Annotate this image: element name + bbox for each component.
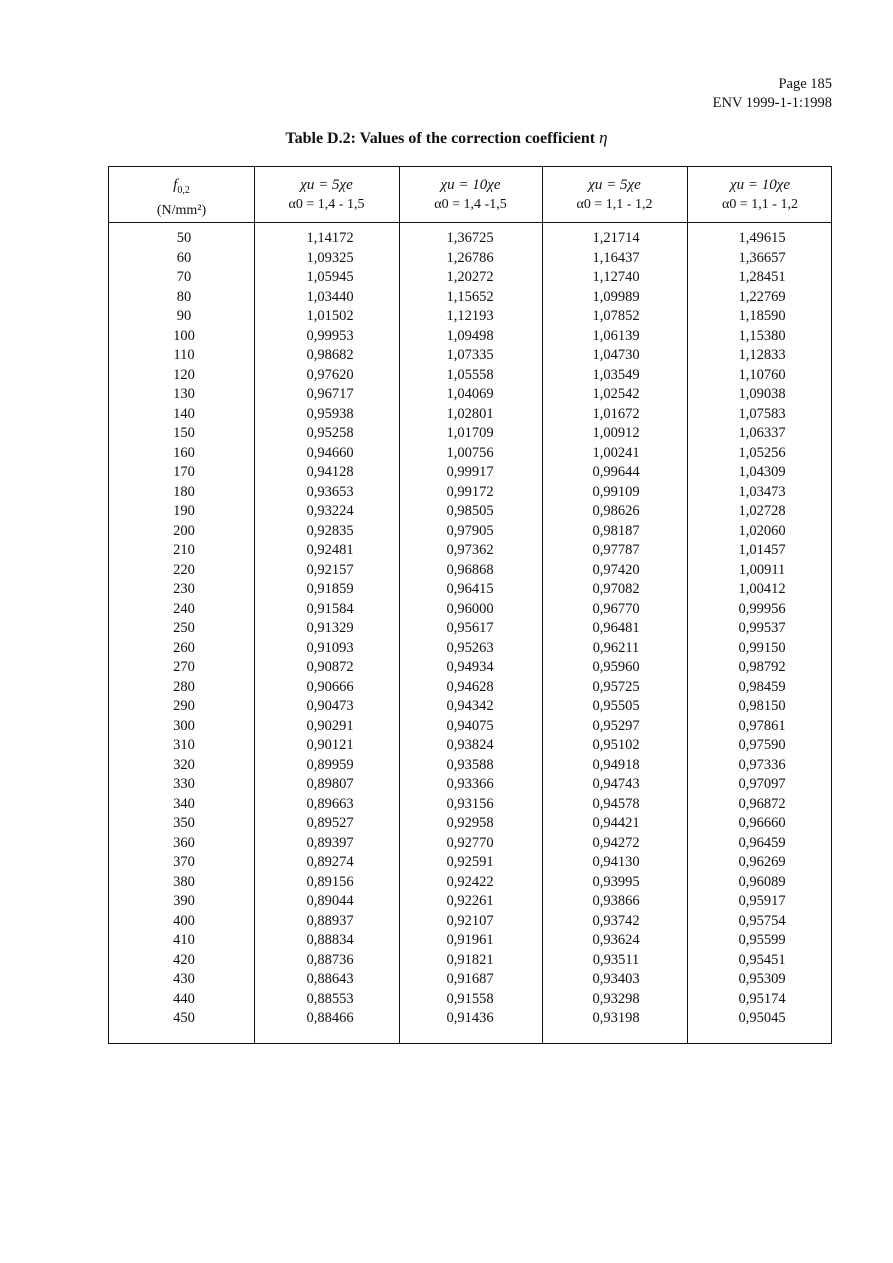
- table-cell: 330: [173, 776, 195, 792]
- table-cell: 0,93824: [446, 737, 494, 753]
- table-cell: 0,97787: [592, 542, 640, 558]
- table-cell: 1,05945: [306, 269, 354, 285]
- table-cell: 0,97861: [738, 717, 786, 734]
- table-cell: 200: [173, 522, 195, 539]
- table-cell: 190: [173, 503, 195, 519]
- table-cell: 0,90121: [306, 737, 354, 753]
- table-cell: 1,02542: [592, 386, 640, 402]
- table-cell: 210: [173, 542, 195, 558]
- table-cell: 0,96415: [446, 581, 494, 597]
- table-caption: [0, 128, 893, 148]
- table-cell: 0,91687: [446, 971, 494, 987]
- table-cell: 1,36657: [738, 249, 786, 266]
- table-cell: 1,03440: [306, 288, 354, 305]
- header-ratio: χu = 10χe: [440, 177, 501, 193]
- table-cell: 1,01672: [592, 405, 640, 422]
- header-col-5-14: [254, 175, 399, 215]
- table-cell: 0,96089: [738, 873, 786, 890]
- table-cell: 1,01457: [738, 542, 786, 558]
- table-cell: 0,95297: [592, 717, 640, 734]
- table-cell: 1,04730: [592, 347, 640, 363]
- table-cell: 0,99172: [446, 483, 494, 500]
- table-cell: 0,93403: [592, 971, 640, 987]
- table-cell: 0,99917: [446, 464, 494, 480]
- table-cell: 240: [173, 600, 195, 617]
- table-cell: 0,95917: [738, 893, 786, 909]
- table-cell: 0,97336: [738, 756, 786, 773]
- table-cell: 0,89274: [306, 854, 354, 870]
- table-cell: 0,91961: [446, 932, 494, 948]
- table-cell: 0,96000: [446, 600, 494, 617]
- table-cell: 1,20272: [446, 269, 494, 285]
- table-cell: 440: [173, 990, 195, 1007]
- table-cell: 1,28451: [738, 269, 786, 285]
- caption-symbol: η: [599, 128, 608, 147]
- page-number: Page 185: [778, 76, 832, 92]
- table-cell: 0,97097: [738, 776, 786, 792]
- table-cell: 1,02060: [738, 522, 786, 539]
- table-cell: 0,95505: [592, 698, 640, 714]
- table-cell: 0,92958: [446, 815, 494, 831]
- table-cell: 0,88466: [306, 1010, 354, 1026]
- table-cell: 0,95617: [446, 620, 494, 636]
- table-cell: 0,95102: [592, 737, 640, 753]
- table-cell: 50: [176, 230, 192, 246]
- table-cell: 0,89663: [306, 795, 354, 812]
- table-cell: 0,88643: [306, 971, 354, 987]
- table-cell: 0,94128: [306, 464, 354, 480]
- table-cell: 0,95263: [446, 639, 494, 656]
- header-alpha: α0 = 1,1 - 1,2: [722, 197, 798, 212]
- table-cell: 70: [176, 269, 192, 285]
- table-cell: 0,93995: [592, 873, 640, 890]
- table-cell: 0,97590: [738, 737, 786, 753]
- table-cell: 220: [173, 561, 195, 578]
- table-cell: 1,07852: [592, 308, 640, 324]
- table-cell: 1,14172: [306, 230, 354, 246]
- table-cell: 0,89397: [306, 834, 354, 851]
- table-cell: 1,02728: [738, 503, 786, 519]
- table-cell: 0,92107: [446, 912, 494, 929]
- table-cell: 0,95599: [738, 932, 786, 948]
- table-cell: 0,93588: [446, 756, 494, 773]
- table-cell: 1,16437: [592, 249, 640, 266]
- table-cell: 90: [176, 308, 192, 324]
- table-cell: 1,06337: [738, 425, 786, 441]
- table-cell: 0,95938: [306, 405, 354, 422]
- table-cell: 0,93866: [592, 893, 640, 909]
- table-cell: 350: [173, 815, 195, 831]
- header-col-5-11: [542, 175, 687, 215]
- table-cell: 0,91821: [446, 951, 494, 968]
- table-cell: 0,99537: [738, 620, 786, 636]
- header-ratio: χu = 5χe: [300, 177, 353, 193]
- table-cell: 0,94743: [592, 776, 640, 792]
- table-cell: 0,96868: [446, 561, 494, 578]
- column-5-11: [561, 229, 671, 1029]
- table-cell: 180: [173, 483, 195, 500]
- table-cell: 290: [173, 698, 195, 714]
- table-cell: 120: [173, 366, 195, 383]
- table-cell: 390: [173, 893, 195, 909]
- table-cell: 0,98505: [446, 503, 494, 519]
- table-cell: 0,99150: [738, 639, 786, 656]
- table-cell: 0,92422: [446, 873, 494, 890]
- table-cell: 1,06139: [592, 327, 640, 344]
- column-5-14: [275, 229, 385, 1029]
- table-cell: 0,90666: [306, 678, 354, 695]
- table-cell: 0,97362: [446, 542, 494, 558]
- table-cell: 430: [173, 971, 195, 987]
- table-cell: 0,94421: [592, 815, 640, 831]
- table-cell: 340: [173, 795, 195, 812]
- table-cell: 0,91558: [446, 990, 494, 1007]
- table-cell: 0,91584: [306, 600, 354, 617]
- table-cell: 1,01709: [446, 425, 494, 441]
- table-cell: 0,91093: [306, 639, 354, 656]
- table-cell: 0,95960: [592, 659, 640, 675]
- table-cell: 1,09989: [592, 288, 640, 305]
- table-cell: 0,99953: [306, 327, 354, 344]
- table-cell: 0,94660: [306, 444, 354, 461]
- column-divider: [542, 167, 543, 1043]
- table-cell: 0,89959: [306, 756, 354, 773]
- table-cell: 1,12193: [446, 308, 494, 324]
- table-cell: 0,98792: [738, 659, 786, 675]
- table-cell: 1,05256: [738, 444, 786, 461]
- table-cell: 1,07335: [446, 347, 494, 363]
- table-cell: 1,09325: [306, 249, 354, 266]
- table-cell: 0,99109: [592, 483, 640, 500]
- table-cell: 0,92261: [446, 893, 494, 909]
- table-cell: 260: [173, 639, 195, 656]
- table-cell: 0,97082: [592, 581, 640, 597]
- table-cell: 400: [173, 912, 195, 929]
- table-cell: 360: [173, 834, 195, 851]
- table-cell: 1,18590: [738, 308, 786, 324]
- table-cell: 0,96717: [306, 386, 354, 402]
- table-cell: 1,00241: [592, 444, 640, 461]
- table-cell: 1,07583: [738, 405, 786, 422]
- table-cell: 310: [173, 737, 195, 753]
- table-cell: 450: [173, 1010, 195, 1026]
- header-ratio: χu = 10χe: [730, 177, 790, 193]
- table-cell: 0,96872: [738, 795, 786, 812]
- f-subscript: 0,2: [177, 185, 190, 196]
- table-cell: 0,94130: [592, 854, 640, 870]
- table-cell: 410: [173, 932, 195, 948]
- table-cell: 1,49615: [738, 230, 786, 246]
- column-f02: [139, 229, 229, 1029]
- table-cell: 250: [173, 620, 195, 636]
- table-cell: 0,98187: [592, 522, 640, 539]
- table-cell: 0,89527: [306, 815, 354, 831]
- header-f02: [109, 175, 254, 221]
- table-cell: 0,90872: [306, 659, 354, 675]
- table-cell: 1,03473: [738, 483, 786, 500]
- table-cell: 0,94075: [446, 717, 494, 734]
- table-cell: 0,93156: [446, 795, 494, 812]
- header-col-10-14: [399, 175, 542, 215]
- header-ratio: χu = 5χe: [588, 177, 641, 193]
- table-cell: 110: [173, 347, 195, 363]
- table-cell: 1,10760: [738, 366, 786, 383]
- header-alpha: α0 = 1,1 - 1,2: [576, 197, 653, 212]
- table-cell: 1,04069: [446, 386, 494, 402]
- table-cell: 150: [173, 425, 195, 441]
- header-col-10-11: [687, 175, 833, 215]
- table-cell: 1,26786: [446, 249, 494, 266]
- table-cell: 0,98626: [592, 503, 640, 519]
- table-cell: 0,92591: [446, 854, 494, 870]
- table-cell: 1,09038: [738, 386, 786, 402]
- table-cell: 0,98682: [306, 347, 354, 363]
- table-cell: 0,92157: [306, 561, 354, 578]
- table-cell: 0,95754: [738, 912, 786, 929]
- table-cell: 0,88553: [306, 990, 354, 1007]
- table-cell: 0,97905: [446, 522, 494, 539]
- table-cell: 1,00412: [738, 581, 786, 597]
- table-cell: 0,95258: [306, 425, 354, 441]
- table-cell: 0,92770: [446, 834, 494, 851]
- table-cell: 1,09498: [446, 327, 494, 344]
- table-cell: 100: [173, 327, 195, 344]
- header-alpha: α0 = 1,4 - 1,5: [288, 197, 365, 212]
- header-divider: [109, 222, 831, 223]
- table-cell: 300: [173, 717, 195, 734]
- table-cell: 0,89156: [306, 873, 354, 890]
- table-cell: 0,94934: [446, 659, 494, 675]
- table-cell: 0,91329: [306, 620, 354, 636]
- table-cell: 0,94918: [592, 756, 640, 773]
- table-cell: 60: [176, 249, 192, 266]
- table-cell: 0,94628: [446, 678, 494, 695]
- table-cell: 0,89807: [306, 776, 354, 792]
- table-cell: 270: [173, 659, 195, 675]
- table-cell: 140: [173, 405, 195, 422]
- table-cell: 420: [173, 951, 195, 968]
- table-cell: 0,89044: [306, 893, 354, 909]
- table-cell: 0,96459: [738, 834, 786, 851]
- table-cell: 230: [173, 581, 195, 597]
- table-cell: 1,12833: [738, 347, 786, 363]
- table-cell: 0,91859: [306, 581, 354, 597]
- table-cell: 1,00912: [592, 425, 640, 441]
- table-cell: 1,04309: [738, 464, 786, 480]
- unit-label: (N/mm²): [156, 203, 207, 218]
- table-cell: 0,97420: [592, 561, 640, 578]
- table-cell: 0,98150: [738, 698, 786, 714]
- table-cell: 1,03549: [592, 366, 640, 383]
- column-divider: [687, 167, 688, 1043]
- table-cell: 0,93511: [592, 951, 640, 968]
- table-cell: 0,93624: [592, 932, 640, 948]
- table-cell: 1,15380: [738, 327, 786, 344]
- table-cell: 0,95451: [738, 951, 786, 968]
- table-cell: 0,99956: [738, 600, 786, 617]
- table-cell: 0,95725: [592, 678, 640, 695]
- table-cell: 0,94342: [446, 698, 494, 714]
- table-cell: 0,99644: [592, 464, 640, 480]
- table-cell: 380: [173, 873, 195, 890]
- table-cell: 80: [176, 288, 192, 305]
- column-10-11: [707, 229, 817, 1029]
- table-cell: 1,00911: [738, 561, 786, 578]
- table-cell: 170: [173, 464, 195, 480]
- table-cell: 0,97620: [306, 366, 354, 383]
- column-divider: [254, 167, 255, 1043]
- table-cell: 130: [173, 386, 195, 402]
- table-cell: 0,96269: [738, 854, 786, 870]
- table-cell: 0,88834: [306, 932, 354, 948]
- table-cell: 0,92835: [306, 522, 354, 539]
- table-cell: 1,21714: [592, 230, 640, 246]
- table-cell: 1,12740: [592, 269, 640, 285]
- table-cell: 0,95174: [738, 990, 786, 1007]
- table-cell: 0,96211: [592, 639, 640, 656]
- table-cell: 0,95045: [738, 1010, 786, 1026]
- table-cell: 320: [173, 756, 195, 773]
- table-cell: 160: [173, 444, 195, 461]
- table-cell: 0,93298: [592, 990, 640, 1007]
- column-10-14: [415, 229, 525, 1029]
- table-cell: 1,02801: [446, 405, 494, 422]
- table-cell: 1,01502: [306, 308, 354, 324]
- table-cell: 0,96481: [592, 620, 640, 636]
- table-cell: 0,92481: [306, 542, 354, 558]
- table-cell: 1,22769: [738, 288, 786, 305]
- header-alpha: α0 = 1,4 -1,5: [434, 197, 507, 212]
- table-cell: 0,90291: [306, 717, 354, 734]
- table-cell: 0,98459: [738, 678, 786, 695]
- table-cell: 370: [173, 854, 195, 870]
- table-cell: 0,94578: [592, 795, 640, 812]
- table-cell: 0,93198: [592, 1010, 640, 1026]
- table-cell: 0,90473: [306, 698, 354, 714]
- column-divider: [399, 167, 400, 1043]
- table-cell: 1,00756: [446, 444, 494, 461]
- table-cell: 0,88736: [306, 951, 354, 968]
- f-symbol: f: [173, 177, 178, 193]
- table-cell: 0,96770: [592, 600, 640, 617]
- table-cell: 1,36725: [446, 230, 494, 246]
- table-cell: 0,93742: [592, 912, 640, 929]
- table-cell: 1,15652: [446, 288, 494, 305]
- table-cell: 0,91436: [446, 1010, 494, 1026]
- standard-reference: ENV 1999-1-1:1998: [712, 95, 832, 111]
- table-cell: 0,95309: [738, 971, 786, 987]
- table-cell: 0,93224: [306, 503, 354, 519]
- table-cell: 0,88937: [306, 912, 354, 929]
- table-cell: 0,93366: [446, 776, 494, 792]
- table-cell: 0,94272: [592, 834, 640, 851]
- table-cell: 0,93653: [306, 483, 354, 500]
- table-cell: 1,05558: [446, 366, 494, 383]
- table-cell: 280: [173, 678, 195, 695]
- table-cell: 0,96660: [738, 815, 786, 831]
- caption-text: Table D.2: Values of the correction coefficient: [285, 130, 596, 147]
- correction-coefficient-table: [108, 166, 832, 1044]
